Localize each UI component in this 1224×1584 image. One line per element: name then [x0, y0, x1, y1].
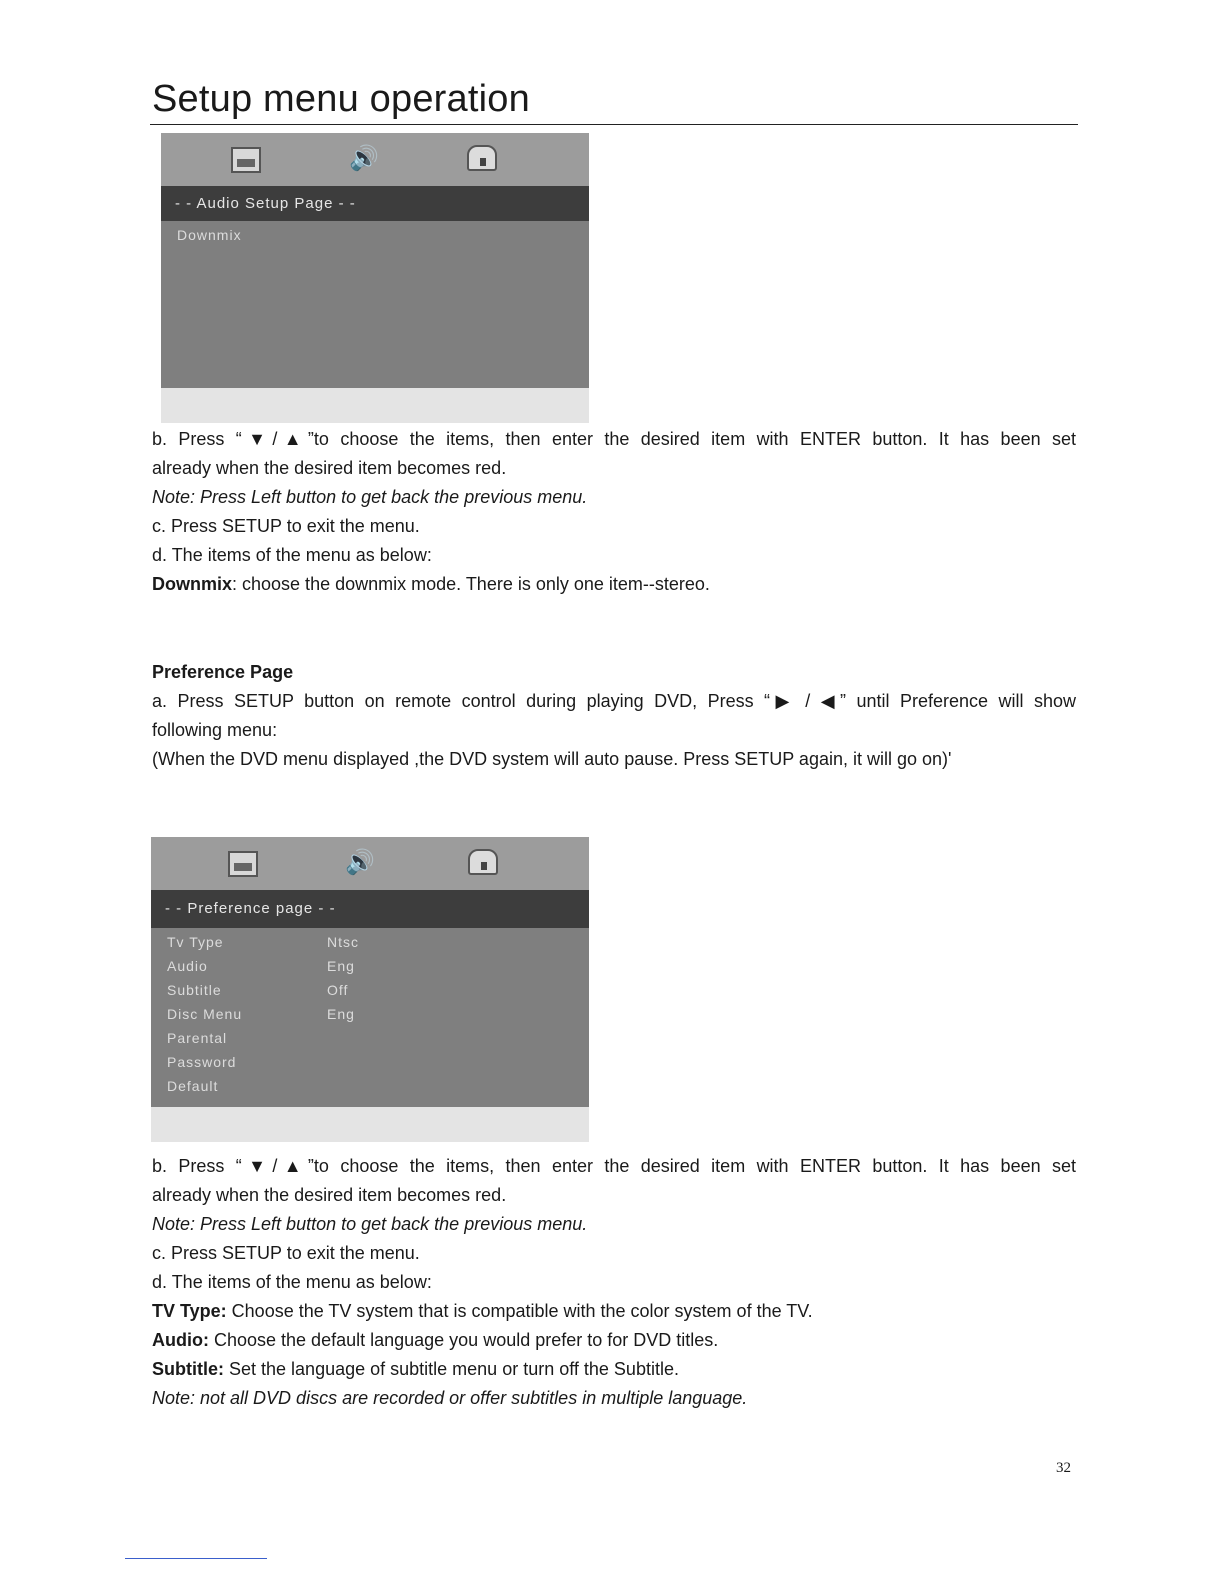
osd-page-header: - - Preference page - - — [151, 890, 589, 928]
preference-instruction-a-continued: following menu: — [152, 720, 278, 740]
osd-value-audio: Eng — [327, 958, 355, 974]
preference-instruction-a: a. Press SETUP button on remote control during playing DVD, Press “▶ / ◀” until Preference will show — [152, 691, 1076, 711]
lock-icon — [468, 849, 498, 875]
osd-item-tv-type: Tv Type — [167, 934, 224, 950]
speaker-sound-icon: 🔊 — [349, 144, 379, 172]
note-left-button: Note: Press Left button to get back the previous menu. — [152, 487, 588, 507]
instruction-b-continued: already when the desired item becomes red. — [152, 1185, 507, 1205]
osd-menu-body — [161, 221, 589, 388]
audio-setup-osd — [161, 133, 589, 388]
title-underline — [150, 124, 1078, 125]
subtitle-text: Set the language of subtitle menu or turn off the Subtitle. — [224, 1359, 679, 1379]
osd-item-password: Password — [167, 1054, 237, 1070]
tv-type-text: Choose the TV system that is compatible with the color system of the TV. — [226, 1301, 813, 1321]
instruction-c: c. Press SETUP to exit the menu. — [152, 516, 420, 536]
tv-type-term: TV Type: — [152, 1301, 227, 1321]
instruction-b-continued: already when the desired item becomes red. — [152, 458, 507, 478]
downmix-text: : choose the downmix mode. There is only one item--stereo. — [232, 574, 710, 594]
instruction-c: c. Press SETUP to exit the menu. — [152, 1243, 420, 1263]
downmix-description — [152, 573, 1076, 595]
tv-screen-icon — [228, 851, 258, 877]
osd-icon-bar — [151, 837, 589, 890]
instruction-b: b. Press “▼/▲”to choose the items, then enter the desired item with ENTER button. It has been set — [152, 429, 1076, 449]
subtitle-term: Subtitle: — [152, 1359, 224, 1379]
page-number: 32 — [1056, 1460, 1071, 1476]
osd-value-subtitle: Off — [327, 982, 349, 998]
preference-heading: Preference Page — [152, 662, 294, 682]
osd-item-disc-menu: Disc Menu — [167, 1006, 243, 1022]
osd-footer-bar — [161, 388, 589, 423]
footer-rule — [125, 1558, 267, 1559]
osd-page-header: - - Audio Setup Page - - — [161, 186, 589, 221]
page-title: Setup menu operation — [152, 78, 530, 120]
osd-icon-bar — [161, 133, 589, 186]
osd-menu-body — [151, 928, 589, 1107]
tv-screen-icon — [231, 147, 261, 173]
audio-term: Audio: — [152, 1330, 209, 1350]
osd-footer-bar — [151, 1107, 589, 1142]
auto-pause-note: (When the DVD menu displayed ,the DVD system will auto pause. Press SETUP again, it will go on)' — [152, 749, 952, 769]
subtitle-description — [152, 1358, 1076, 1380]
note-left-button: Note: Press Left button to get back the previous menu. — [152, 1214, 588, 1234]
osd-item-parental: Parental — [167, 1030, 228, 1046]
instruction-b: b. Press “▼/▲”to choose the items, then enter the desired item with ENTER button. It has been set — [152, 1156, 1076, 1176]
instruction-d: d. The items of the menu as below: — [152, 1272, 432, 1292]
preference-osd — [151, 837, 589, 1107]
lock-icon — [467, 145, 497, 171]
osd-item-default: Default — [167, 1078, 219, 1094]
osd-item-downmix: Downmix — [177, 227, 242, 243]
osd-item-audio: Audio — [167, 958, 208, 974]
osd-value-tv-type: Ntsc — [327, 934, 359, 950]
audio-description — [152, 1329, 1076, 1351]
tv-type-description — [152, 1300, 1076, 1322]
subtitle-note: Note: not all DVD discs are recorded or offer subtitles in multiple language. — [152, 1388, 748, 1408]
audio-text: Choose the default language you would prefer to for DVD titles. — [208, 1330, 719, 1350]
instruction-d: d. The items of the menu as below: — [152, 545, 432, 565]
osd-value-disc-menu: Eng — [327, 1006, 355, 1022]
osd-item-subtitle: Subtitle — [167, 982, 222, 998]
downmix-term: Downmix — [152, 574, 233, 594]
speaker-sound-icon: 🔊 — [345, 848, 375, 876]
